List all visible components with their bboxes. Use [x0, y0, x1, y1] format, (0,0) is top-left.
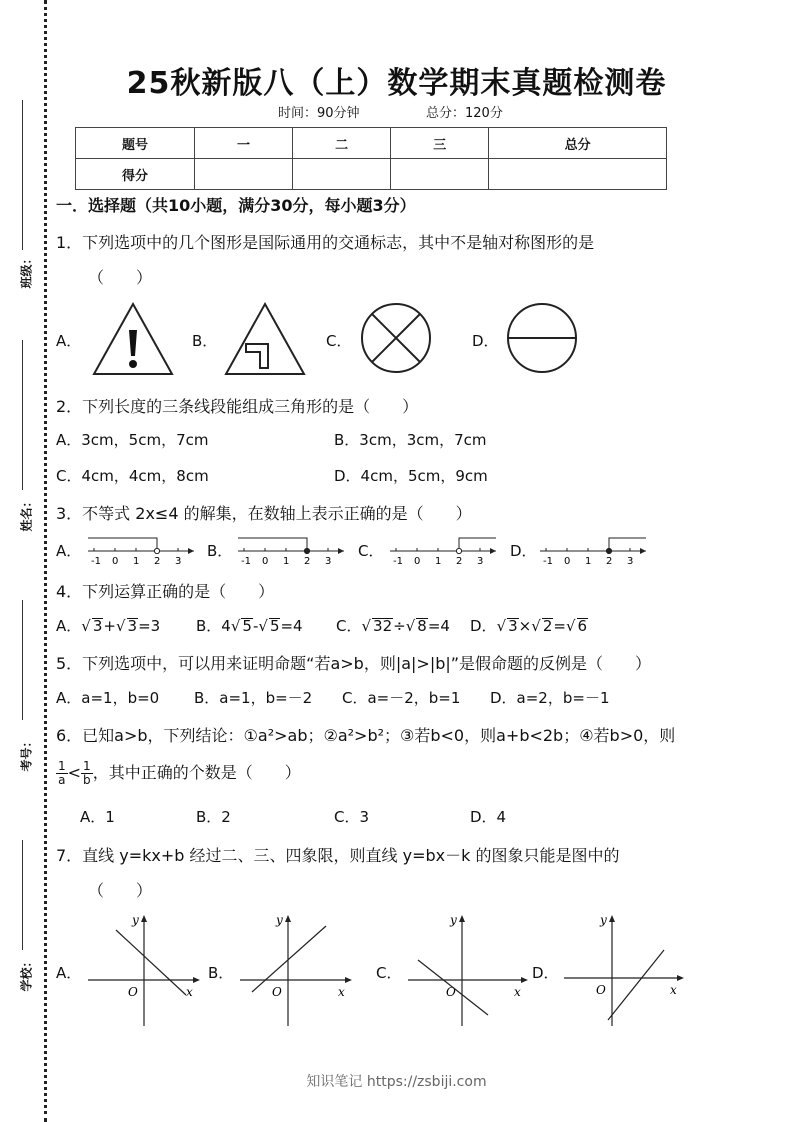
tick-label: 2: [456, 556, 463, 567]
option-label: C．: [336, 617, 362, 635]
option-b: B．3cm，3cm，7cm: [334, 431, 487, 449]
graph-line: [116, 930, 186, 995]
arrow-head: [490, 548, 496, 554]
tick-label: 2: [154, 556, 161, 567]
option-c: C．4cm，4cm，8cm: [56, 467, 209, 485]
radicand: 3: [92, 617, 103, 635]
name-blank-line: [22, 340, 23, 490]
exam-time: 时间：90分钟: [278, 106, 360, 121]
tick-label: -1: [241, 556, 251, 567]
side-label-school: 学校：: [19, 955, 34, 992]
tick-label: 1: [435, 556, 442, 567]
score-cell: 二: [293, 128, 391, 159]
origin-label: O: [128, 985, 138, 999]
exam-total: 总分：120分: [426, 106, 503, 121]
operator: ÷: [393, 617, 406, 635]
score-blank[interactable]: [391, 159, 489, 190]
option-b: B．a=1，b=－2: [194, 689, 313, 707]
option-label: C．: [376, 964, 402, 982]
option-label: A．: [56, 332, 82, 350]
tick-label: -1: [91, 556, 101, 567]
score-cell: 题号: [76, 128, 195, 159]
option-label: A．: [56, 617, 82, 635]
radicand: 6: [577, 617, 588, 635]
hollow-dot: [456, 548, 461, 553]
result: =4: [280, 617, 303, 635]
y-arrow: [141, 915, 147, 922]
origin-label: O: [596, 983, 606, 997]
graph-b: [238, 910, 356, 1028]
fraction-1-over-a: [56, 760, 68, 787]
tick-label: 0: [414, 556, 421, 567]
tick-label: 3: [627, 556, 634, 567]
option-label: D．: [470, 617, 497, 635]
answer-paren: （ ）: [88, 268, 153, 287]
option-a: A．a=1，b=0: [56, 689, 160, 707]
class-blank-line: [22, 100, 23, 250]
option-a: A．1: [80, 808, 115, 826]
option-label: B．: [207, 542, 233, 560]
arrow-head: [188, 548, 194, 554]
x-axis-label: x: [186, 985, 193, 999]
number-line-d: [538, 534, 650, 568]
score-blank[interactable]: [195, 159, 293, 190]
solid-dot: [304, 548, 309, 553]
x-arrow: [345, 977, 352, 983]
y-axis-label: y: [600, 913, 607, 927]
operator: -: [252, 617, 259, 635]
page-title: 25秋新版八（上）数学期末真题检测卷: [126, 66, 667, 101]
question-6: 6．已知a>b，下列结论：①a²>ab；②a²>b²；③若b<0，则a+b<2b；④若b>0，则: [56, 726, 676, 745]
result: =3: [138, 617, 161, 635]
number-line-a: [86, 534, 198, 568]
numerator: 1: [58, 759, 66, 773]
option-label: A．: [56, 542, 82, 560]
question-1: 1．下列选项中的几个图形是国际通用的交通标志，其中不是轴对称图形的是: [56, 233, 595, 252]
score-table-score-row: [76, 159, 667, 190]
arrow-head: [338, 548, 344, 554]
score-cell: 得分: [76, 159, 195, 190]
radicand: 5: [269, 617, 280, 635]
tick-label: 1: [133, 556, 140, 567]
score-cell: 一: [195, 128, 293, 159]
numerator: 1: [83, 759, 91, 773]
number-line-c: [388, 534, 500, 568]
option-d: D．4: [470, 808, 507, 826]
question-7: 7．直线 y=kx+b 经过二、三、四象限，则直线 y=bx－k 的图象只能是图中的: [56, 846, 620, 865]
tick-label: 1: [585, 556, 592, 567]
t-shape-triangle-icon: [222, 300, 308, 378]
option-label: B．: [208, 964, 234, 982]
number-line-b: [236, 534, 348, 568]
circle-x-icon: [358, 300, 434, 376]
result: =: [553, 617, 566, 635]
question-2: 2．下列长度的三条线段能组成三角形的是（ ）: [56, 397, 419, 416]
operator: +: [103, 617, 116, 635]
option-label: A．: [56, 964, 82, 982]
question-6-tail: ，其中正确的个数是（ ）: [92, 763, 301, 782]
option-b: B．2: [196, 808, 231, 826]
tick-label: 2: [304, 556, 311, 567]
origin-label: O: [446, 985, 456, 999]
option-label: D．: [472, 332, 499, 350]
option-label: D．: [510, 542, 537, 560]
radicand: 3: [508, 617, 518, 635]
option-c: C．√ 32÷√ 8=4: [336, 617, 450, 635]
question-6-line-2: [56, 760, 301, 787]
score-table: [75, 127, 667, 190]
x-arrow: [677, 975, 684, 981]
arrow-head: [640, 548, 646, 554]
x-axis-label: x: [514, 985, 521, 999]
score-table-header-row: [76, 128, 667, 159]
y-axis-label: y: [450, 913, 457, 927]
answer-paren: （ ）: [88, 881, 153, 900]
score-blank[interactable]: [489, 159, 667, 190]
option-label: C．: [326, 332, 352, 350]
radicand: 5: [242, 617, 252, 635]
denominator: b: [83, 773, 91, 787]
radicand: 2: [542, 617, 553, 635]
side-label-class: 班级：: [19, 252, 34, 289]
y-axis-label: y: [276, 913, 283, 927]
section-heading: 一．选择题（共10小题，满分30分，每小题3分）: [56, 196, 416, 215]
result: =4: [427, 617, 450, 635]
option-a: A．√ 3+√ 3=3: [56, 617, 161, 635]
x-arrow: [193, 977, 200, 983]
y-axis-label: y: [132, 913, 139, 927]
option-d: D．√ 3×√ 2=√ 6: [470, 617, 588, 635]
binding-dotted-line: [44, 0, 47, 1122]
question-5: 5．下列选项中，可以用来证明命题“若a>b，则|a|>|b|”是假命题的反例是（ ）: [56, 654, 652, 673]
y-arrow: [609, 915, 615, 922]
tick-label: 3: [477, 556, 484, 567]
origin-label: O: [272, 985, 282, 999]
side-label-name: 姓名：: [19, 495, 34, 532]
less-than: <: [67, 763, 82, 782]
option-d: D．a=2，b=－1: [490, 689, 610, 707]
denominator: a: [58, 773, 66, 787]
score-blank[interactable]: [293, 159, 391, 190]
question-4: 4．下列运算正确的是（ ）: [56, 582, 275, 601]
option-c: C．3: [334, 808, 370, 826]
y-arrow: [459, 915, 465, 922]
footer-watermark: 知识笔记 https://zsbiji.com: [306, 1074, 487, 1090]
radicand: 8: [417, 617, 427, 635]
option-label: D．: [532, 964, 559, 982]
tick-label: -1: [543, 556, 553, 567]
coefficient: 4: [221, 617, 231, 635]
option-label: B．: [192, 332, 218, 350]
question-3: 3．不等式 2x≤4 的解集，在数轴上表示正确的是（ ）: [56, 504, 472, 523]
school-blank-line: [22, 840, 23, 950]
score-cell: 三: [391, 128, 489, 159]
tick-label: 0: [262, 556, 269, 567]
radicand: 32: [373, 617, 393, 635]
option-c: C．a=－2，b=1: [342, 689, 461, 707]
tick-label: 0: [112, 556, 119, 567]
tick-label: 3: [325, 556, 332, 567]
solid-dot: [606, 548, 611, 553]
graph-line: [418, 960, 488, 1015]
side-label-exam-no: 考号：: [19, 735, 34, 772]
graph-c: [406, 910, 532, 1028]
tick-label: 1: [283, 556, 290, 567]
radicand: 3: [127, 617, 138, 635]
x-axis-label: x: [670, 983, 677, 997]
option-label: B．: [196, 617, 222, 635]
graph-a: [86, 910, 204, 1028]
graph-d: [562, 910, 688, 1028]
solution-bracket: [88, 538, 157, 551]
option-b: B．4√ 5-√ 5=4: [196, 617, 303, 635]
x-arrow: [521, 977, 528, 983]
tick-label: 3: [175, 556, 182, 567]
hollow-dot: [154, 548, 159, 553]
solution-bracket: [238, 538, 307, 551]
score-cell: 总分: [489, 128, 667, 159]
tick-label: 2: [606, 556, 613, 567]
exclamation-triangle-icon: [90, 300, 176, 378]
exam-no-blank-line: [22, 600, 23, 720]
y-arrow: [285, 915, 291, 922]
x-axis-label: x: [338, 985, 345, 999]
option-d: D．4cm，5cm，9cm: [334, 467, 488, 485]
option-label: C．: [358, 542, 384, 560]
circle-line-icon: [504, 300, 580, 376]
tick-label: 0: [564, 556, 571, 567]
graph-line: [608, 950, 664, 1020]
fraction-1-over-b: [81, 760, 93, 787]
graph-line: [252, 926, 326, 992]
option-a: A．3cm，5cm，7cm: [56, 431, 209, 449]
tick-label: -1: [393, 556, 403, 567]
operator: ×: [518, 617, 532, 635]
